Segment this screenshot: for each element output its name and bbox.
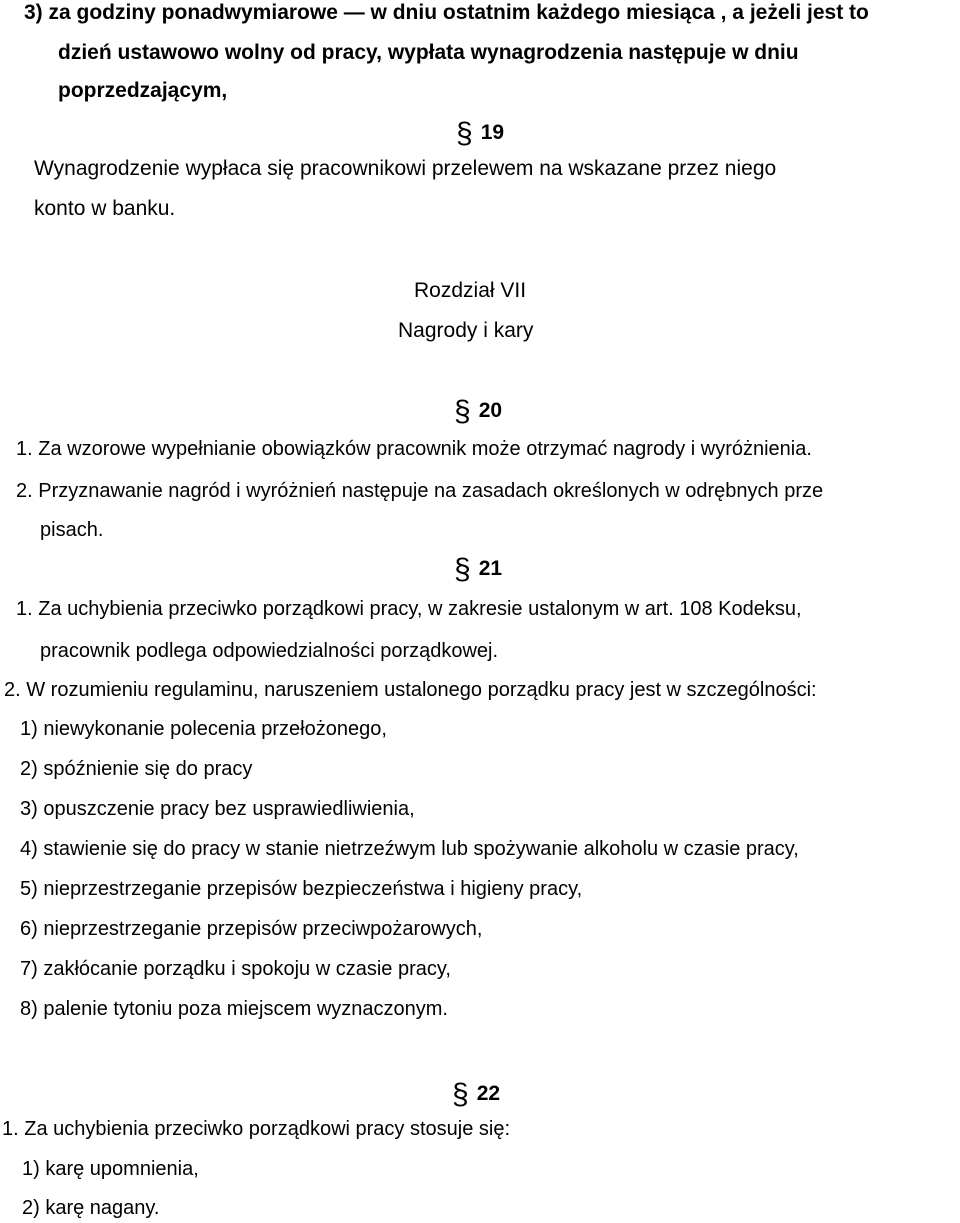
list-item: 7) zakłócanie porządku i spokoju w czasie pracy,	[20, 958, 451, 980]
list-item: 6) nieprzestrzeganie przepisów przeciwpożarowych,	[20, 918, 483, 940]
item-3-line-3: poprzedzającym,	[58, 79, 228, 102]
section-symbol: §	[454, 395, 471, 428]
section-21-point-2: 2. W rozumieniu regulaminu, naruszeniem ustalonego porządku pracy jest w szczególności:	[4, 679, 817, 701]
list-item: 3) opuszczenie pracy bez usprawiedliwienia,	[20, 798, 415, 820]
list-item: 1) niewykonanie polecenia przełożonego,	[20, 718, 387, 740]
section-number: 20	[478, 399, 503, 422]
section-21-heading	[454, 551, 503, 586]
item-3-line-2: dzień ustawowo wolny od pracy, wypłata wynagrodzenia następuje w dniu	[58, 41, 799, 64]
section-symbol: §	[456, 117, 473, 150]
section-20-point-1: 1. Za wzorowe wypełnianie obowiązków pracownik może otrzymać nagrody i wyróżnienia.	[16, 438, 812, 460]
section-20-heading	[454, 393, 503, 428]
list-item: 8) palenie tytoniu poza miejscem wyznaczonym.	[20, 998, 448, 1020]
list-item: 2) karę nagany.	[22, 1197, 160, 1219]
section-number: 22	[476, 1082, 501, 1105]
list-item: 4) stawienie się do pracy w stanie nietrzeźwym lub spożywanie alkoholu w czasie pracy,	[20, 838, 799, 860]
list-item: 2) spóźnienie się do pracy	[20, 758, 253, 780]
section-19-text-line-1: Wynagrodzenie wypłaca się pracownikowi przelewem na wskazane przez niego	[34, 157, 777, 180]
section-21-point-1-line-2: pracownik podlega odpowiedzialności porządkowej.	[40, 640, 499, 662]
list-item: 1) karę upomnienia,	[22, 1158, 199, 1180]
chapter-title: Rozdział VII	[414, 279, 527, 302]
section-symbol: §	[454, 553, 471, 586]
section-number: 21	[478, 557, 503, 580]
item-3-line-1: 3) za godziny ponadwymiarowe — w dniu ostatnim każdego miesiąca , a jeżeli jest to	[24, 1, 869, 24]
section-19-heading	[456, 115, 505, 150]
section-20-point-2-line-2: pisach.	[40, 519, 104, 541]
section-22-point-1: 1. Za uchybienia przeciwko porządkowi pracy stosuje się:	[2, 1118, 511, 1140]
section-21-point-1-line-1: 1. Za uchybienia przeciwko porządkowi pracy, w zakresie ustalonym w art. 108 Kodeksu,	[16, 598, 802, 620]
section-22-heading	[452, 1076, 501, 1111]
list-item: 5) nieprzestrzeganie przepisów bezpieczeństwa i higieny pracy,	[20, 878, 583, 900]
section-20-point-2-line-1: 2. Przyznawanie nagród i wyróżnień następuje na zasadach określonych w odrębnych prze	[16, 480, 824, 502]
section-number: 19	[480, 121, 505, 144]
section-symbol: §	[452, 1078, 469, 1111]
chapter-subtitle: Nagrody i kary	[398, 319, 534, 342]
section-19-text-line-2: konto w banku.	[34, 197, 176, 220]
